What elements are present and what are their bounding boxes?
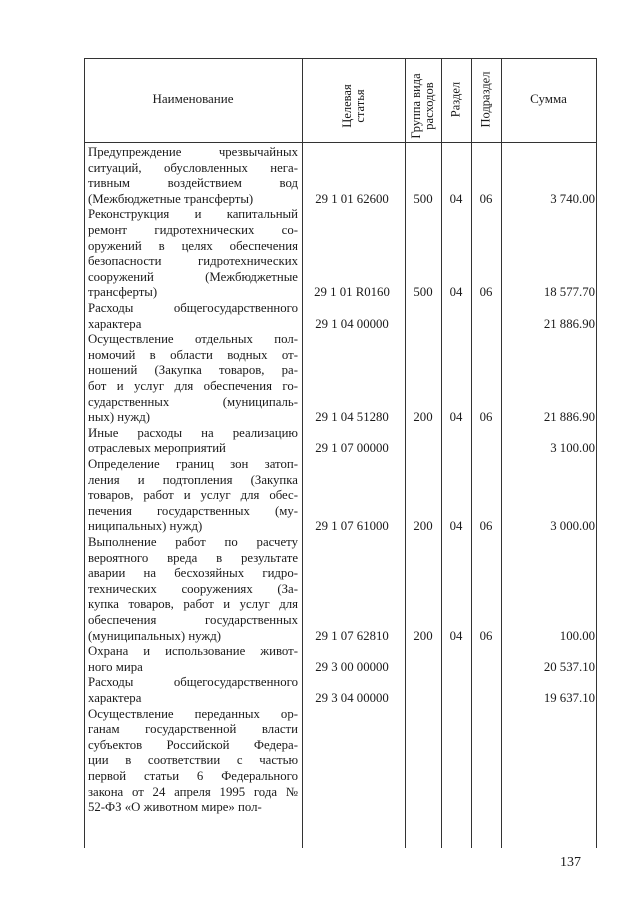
row-name-line: Иные расходы на реализацию bbox=[88, 425, 298, 440]
row-name-line: оружений в целях обеспечения bbox=[88, 238, 298, 253]
table-top-border bbox=[84, 58, 596, 59]
row-subsection: 06 bbox=[479, 628, 493, 643]
row-name-line: Выполнение работ по расчету bbox=[88, 535, 298, 549]
row-section: 04 bbox=[449, 410, 463, 425]
row-sum: 21 886.90 bbox=[543, 410, 595, 425]
row-name-line: отраслевых мероприятий bbox=[88, 441, 226, 456]
row-name-line: номочий в области водных от- bbox=[88, 347, 298, 362]
row-name-line: Расходы общегосударственного bbox=[88, 301, 298, 315]
row-name-line: вероятного вреда в результате bbox=[88, 550, 298, 565]
row-name bbox=[88, 207, 298, 301]
row-name-line: ремонт гидротехнических со- bbox=[88, 222, 298, 237]
row-sum: 18 577.70 bbox=[543, 285, 595, 300]
row-section: 04 bbox=[449, 628, 463, 643]
row-name-line: технических сооружениях (За- bbox=[88, 581, 298, 596]
row-subsection: 06 bbox=[479, 410, 493, 425]
header-sum: Сумма bbox=[530, 91, 567, 106]
row-code: 29 1 01 R0160 bbox=[314, 285, 390, 300]
row-name-line: тивным воздействием вод bbox=[88, 176, 298, 191]
row-name bbox=[88, 535, 298, 644]
row-group: 500 bbox=[413, 285, 433, 300]
row-name-line: ции в соответствии с частью bbox=[88, 753, 298, 768]
page-number: 137 bbox=[560, 855, 581, 870]
row-name-line: сооружений (Межбюджетные bbox=[88, 269, 298, 284]
column-divider bbox=[441, 58, 442, 848]
row-name-line: характера bbox=[88, 690, 142, 705]
row-section: 04 bbox=[449, 285, 463, 300]
row-code: 29 1 07 62810 bbox=[315, 628, 389, 643]
row-name-line: ления и подтопления (Закупка bbox=[88, 472, 298, 487]
row-name bbox=[88, 332, 298, 426]
header-code-line2: статья bbox=[353, 89, 367, 123]
row-name-line: купка товаров, работ и услуг для bbox=[88, 597, 298, 612]
row-name-line: ного мира bbox=[88, 659, 143, 674]
row-sum: 100.00 bbox=[559, 628, 595, 643]
row-name-line: Предупреждение чрезвычайных bbox=[88, 145, 298, 159]
row-subsection: 06 bbox=[479, 519, 493, 534]
row-code: 29 1 01 62600 bbox=[315, 191, 389, 206]
row-name-line: (Межбюджетные трансферты) bbox=[88, 191, 254, 206]
row-code: 29 3 00 00000 bbox=[315, 659, 389, 674]
row-name-line: Осуществление отдельных пол- bbox=[88, 332, 298, 347]
row-sum: 3 740.00 bbox=[550, 191, 595, 206]
row-code: 29 1 04 51280 bbox=[315, 410, 389, 425]
row-name-line: безопасности гидротехнических bbox=[88, 254, 298, 269]
row-name-line: Осуществление переданных ор- bbox=[88, 706, 298, 721]
row-name-line: печения государственных (му- bbox=[88, 503, 298, 518]
row-group: 500 bbox=[413, 191, 433, 206]
row-name bbox=[88, 426, 298, 457]
row-name bbox=[88, 301, 298, 332]
row-name-line: бот и услуг для обеспечения го- bbox=[88, 378, 298, 393]
row-name-line: трансферты) bbox=[88, 285, 158, 300]
column-divider bbox=[84, 58, 85, 848]
row-sum: 3 000.00 bbox=[550, 519, 595, 534]
row-name bbox=[88, 644, 298, 675]
row-name-line: сударственных (муниципаль- bbox=[88, 394, 298, 409]
header-section: Раздел bbox=[448, 81, 463, 118]
row-name-line: характера bbox=[88, 316, 142, 331]
row-sum: 20 537.10 bbox=[543, 659, 595, 674]
row-name bbox=[88, 457, 298, 535]
row-name-line: ганам государственной власти bbox=[88, 722, 298, 737]
row-section: 04 bbox=[449, 519, 463, 534]
row-name-line: ных) нужд) bbox=[88, 410, 150, 425]
header-code-line1: Целевая bbox=[340, 84, 354, 128]
row-name-line: Охрана и использование живот- bbox=[88, 644, 298, 659]
header-name: Наименование bbox=[152, 91, 234, 106]
row-sum: 3 100.00 bbox=[550, 441, 595, 456]
row-section: 04 bbox=[449, 191, 463, 206]
row-sum: 21 886.90 bbox=[543, 316, 595, 331]
header-code bbox=[341, 65, 367, 147]
row-group: 200 bbox=[413, 628, 433, 643]
row-name bbox=[88, 145, 298, 207]
row-code: 29 1 07 00000 bbox=[315, 441, 389, 456]
row-name-line: Расходы общегосударственного bbox=[88, 675, 298, 690]
row-name-line: ниципальных) нужд) bbox=[88, 519, 203, 534]
row-name-line: закона от 24 апреля 1995 года № bbox=[88, 784, 298, 799]
row-name-line: 52-ФЗ «О животном мире» пол- bbox=[88, 800, 262, 815]
row-name-line: ношений (Закупка товаров, ра- bbox=[88, 363, 298, 378]
header-subsection: Подраздел bbox=[478, 71, 493, 128]
row-name-line: обеспечения государственных bbox=[88, 612, 298, 627]
row-name-line: субъектов Российской Федера- bbox=[88, 737, 298, 752]
row-sum: 19 637.10 bbox=[543, 690, 595, 705]
column-divider bbox=[405, 58, 406, 848]
row-code: 29 1 04 00000 bbox=[315, 316, 389, 331]
row-name-line: товаров, работ и услуг для обес- bbox=[88, 488, 298, 503]
row-name bbox=[88, 707, 298, 816]
row-name-line: первой статьи 6 Федерального bbox=[88, 768, 298, 783]
row-code: 29 3 04 00000 bbox=[315, 690, 389, 705]
row-name-line: Реконструкция и капитальный bbox=[88, 207, 298, 222]
header-group-line1: Группа вида bbox=[409, 73, 423, 139]
row-name bbox=[88, 675, 298, 706]
column-divider bbox=[596, 58, 597, 848]
row-group: 200 bbox=[413, 410, 433, 425]
row-name-line: Определение границ зон затоп- bbox=[88, 457, 298, 471]
row-name-line: (муниципальных) нужд) bbox=[88, 628, 222, 643]
row-subsection: 06 bbox=[479, 191, 493, 206]
row-group: 200 bbox=[413, 519, 433, 534]
header-bottom-border bbox=[84, 142, 596, 143]
row-name-line: ситуаций, обусловленных нега- bbox=[88, 160, 298, 175]
row-code: 29 1 07 61000 bbox=[315, 519, 389, 534]
header-group bbox=[410, 65, 436, 147]
row-subsection: 06 bbox=[479, 285, 493, 300]
header-group-line2: расходов bbox=[422, 82, 436, 130]
row-name-line: аварии на бесхозяйных гидро- bbox=[88, 566, 298, 581]
column-divider bbox=[471, 58, 472, 848]
